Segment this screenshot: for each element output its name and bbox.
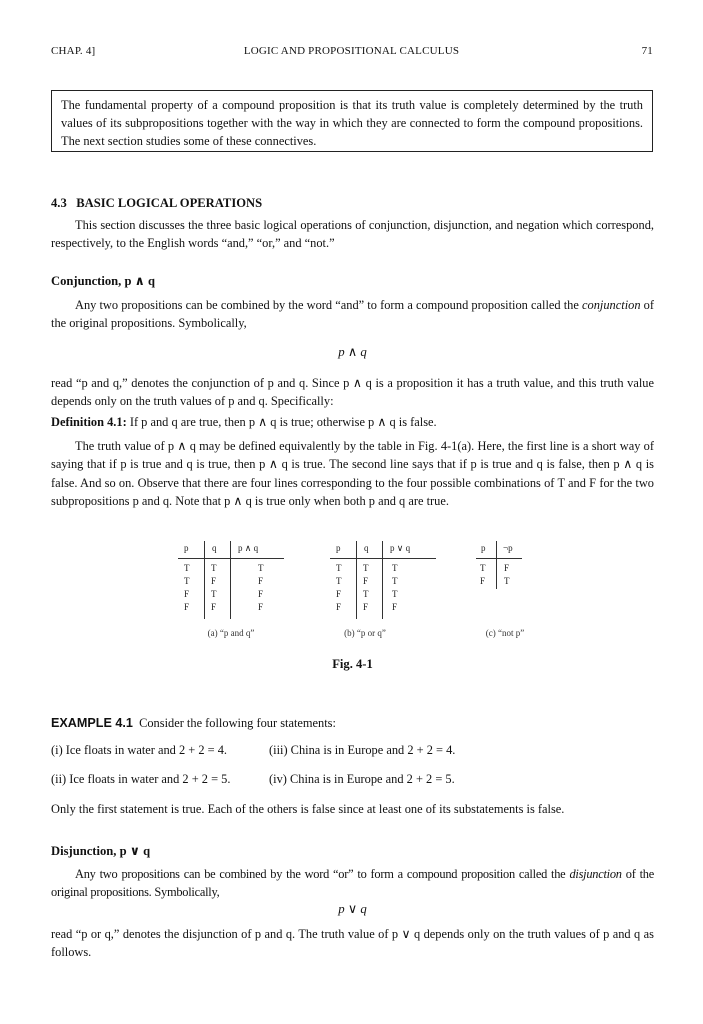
definition-label: Definition 4.1: [51, 415, 127, 429]
example-label: EXAMPLE 4.1 [51, 716, 133, 730]
table-cell: T [392, 589, 398, 599]
table-header: q [364, 543, 369, 553]
section-title: BASIC LOGICAL OPERATIONS [76, 196, 263, 210]
table-cell: T [504, 576, 510, 586]
truth-table-or [330, 543, 440, 623]
header-chapter: CHAP. 4] [51, 45, 96, 57]
table-cell: T [392, 563, 398, 573]
boxed-statement: The fundamental property of a compound proposition is that its truth value is completely determined by the truth values of its subpropositions together with the way in which they are connected to form the compound propositions. The next section studies some of these connectives. [51, 90, 653, 152]
conjunction-paragraph-1: Any two propositions can be combined by the word “and” to form a compound proposition called the conjunction of the original propositions. Symbolically, [51, 298, 655, 331]
table-cell: F [336, 602, 342, 612]
example-conclusion: Only the first statement is true. Each of the others is false since at least one of its substatements is false. [51, 802, 565, 816]
table-cell: F [336, 589, 342, 599]
table-cell: F [211, 576, 217, 586]
table-cell: F [184, 602, 190, 612]
table-caption-and: (a) “p and q” [207, 628, 255, 638]
table-caption-not: (c) “not p” [485, 628, 525, 638]
disjunction-paragraph-2: read “p or q,” denotes the disjunction of p and q. The truth value of p ∨ q depends only on the truth values of p and q as follows. [51, 927, 654, 960]
table-cell: F [258, 589, 264, 599]
truth-table-and [178, 543, 288, 623]
table-cell: T [363, 563, 369, 573]
table-cell: T [211, 589, 217, 599]
table-header: p [336, 543, 341, 553]
conjunction-heading: Conjunction, p ∧ q [51, 274, 156, 288]
conjunction-paragraph-2: read “p and q,” denotes the conjunction of p and q. Since p ∧ q is a proposition it has a truth value, and this truth value depends only on the truth values of p and q. Specifically: [51, 376, 654, 409]
table-cell: T [211, 563, 217, 573]
table-header: p [481, 543, 486, 553]
example-heading: EXAMPLE 4.1 Consider the following four statements: [51, 716, 336, 730]
table-header: q [212, 543, 217, 553]
table-cell: T [363, 589, 369, 599]
table-cell: F [258, 602, 264, 612]
table-cell: F [363, 576, 369, 586]
table-header: p ∧ q [238, 543, 259, 553]
table-header: ¬p [503, 543, 513, 553]
section-heading [51, 194, 654, 212]
table-cell: T [392, 576, 398, 586]
table-cell: F [211, 602, 217, 612]
section-number: 4.3 [51, 196, 67, 210]
disjunction-heading: Disjunction, p ∨ q [51, 844, 151, 858]
table-cell: F [480, 576, 486, 586]
example-item: (iii) China is in Europe and 2 + 2 = 4. [269, 743, 456, 757]
table-cell: F [392, 602, 398, 612]
table-cell: F [363, 602, 369, 612]
table-cell: T [480, 563, 486, 573]
table-cell: F [184, 589, 190, 599]
table-cell: F [504, 563, 510, 573]
header-page-number: 71 [641, 45, 653, 57]
table-header: p ∨ q [390, 543, 411, 553]
truth-table-not [476, 543, 526, 593]
header-title: LOGIC AND PROPOSITIONAL CALCULUS [243, 45, 460, 57]
table-cell: T [336, 576, 342, 586]
table-cell: T [258, 563, 264, 573]
table-cell: T [184, 576, 190, 586]
figure-label: Fig. 4-1 [332, 657, 373, 671]
example-item: (ii) Ice floats in water and 2 + 2 = 5. [51, 772, 231, 786]
example-item: (i) Ice floats in water and 2 + 2 = 4. [51, 743, 228, 757]
disjunction-term: disjunction [569, 867, 622, 881]
table-cell: F [258, 576, 264, 586]
conjunction-paragraph-3: The truth value of p ∧ q may be defined equivalently by the table in Fig. 4-1(a). Here, the first line is a short way of saying that if p is true and q is true, then p ∧ q is true. The second line says that if p is true and q is false, then p ∧ q is false. And so on. Observe that there are four lines corresponding to the four possible combinations of T and F for the two subpropositions p and q. Note that p ∧ q is true only when both p and q are true. [51, 439, 654, 509]
disjunction-formula: p ∨ q [338, 902, 367, 916]
table-caption-or: (b) “p or q” [344, 628, 386, 638]
definition-4-1: Definition 4.1: If p and q are true, then p ∧ q is true; otherwise p ∧ q is false. [51, 415, 437, 429]
example-item: (iv) China is in Europe and 2 + 2 = 5. [269, 772, 455, 786]
table-cell: T [336, 563, 342, 573]
table-cell: T [184, 563, 190, 573]
disjunction-paragraph-1: Any two propositions can be combined by the word “or” to form a compound proposition called the disjunction of the original propositions. Symbolically, [51, 867, 655, 900]
table-header: p [184, 543, 189, 553]
conjunction-term: conjunction [582, 298, 641, 312]
section-intro: This section discusses the three basic logical operations of conjunction, disjunction, and negation which correspond, respectively, to the English words “and,” “or,” and “not.” [51, 218, 654, 251]
conjunction-formula: p ∧ q [338, 345, 367, 359]
